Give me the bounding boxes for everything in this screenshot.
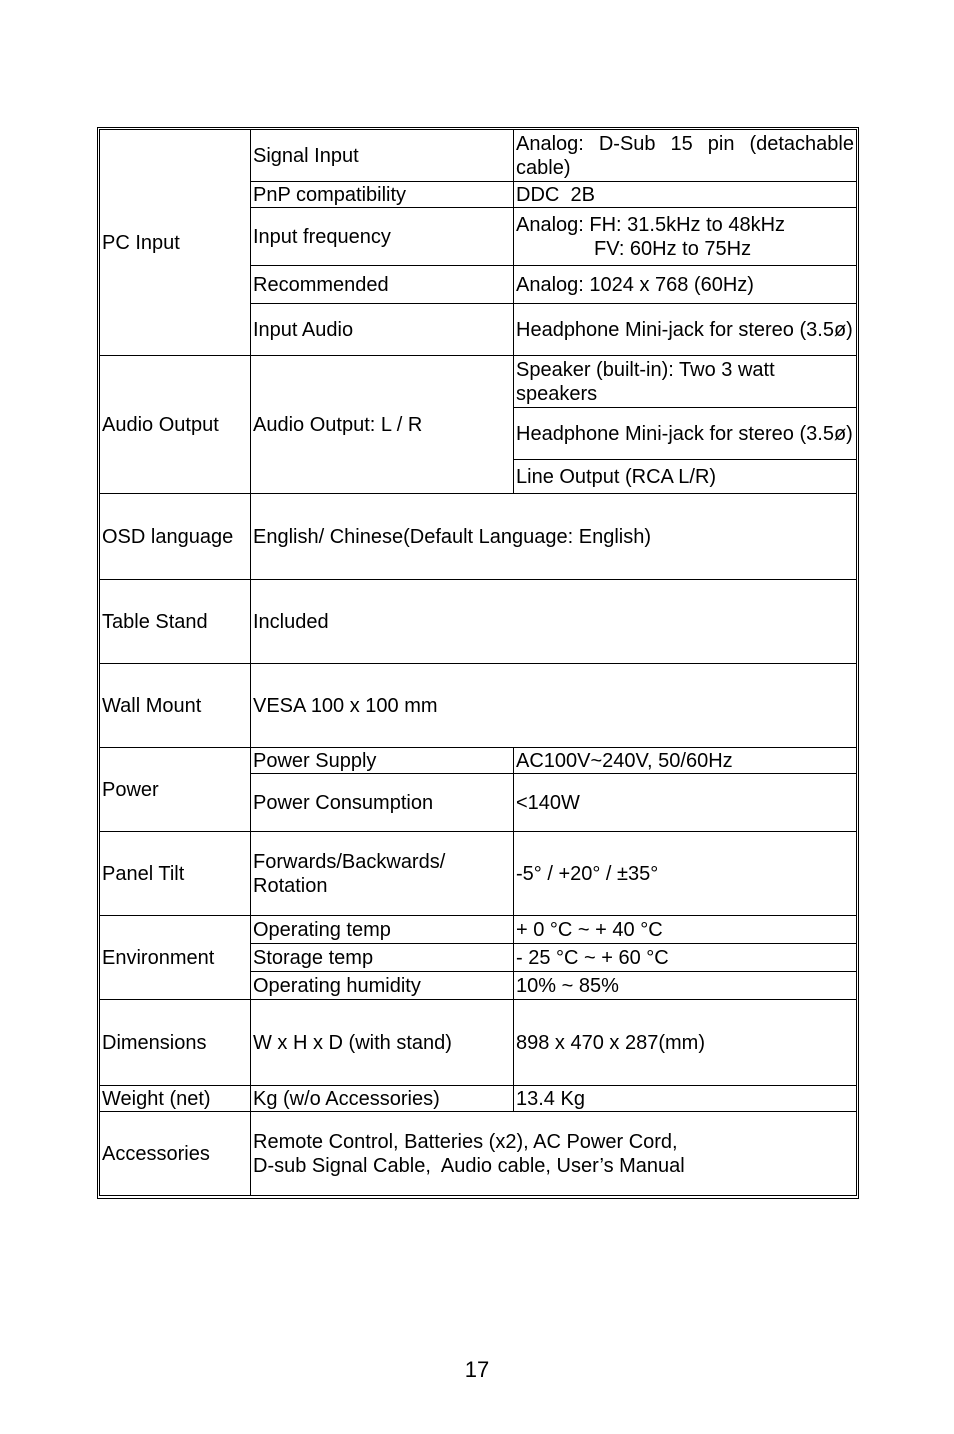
panel-tilt-sub-label: Forwards/Backwards/ Rotation bbox=[251, 832, 514, 916]
audio-output-value-line: Line Output (RCA L/R) bbox=[514, 460, 857, 494]
accessories-value bbox=[251, 1112, 857, 1196]
power-consumption-label: Power Consumption bbox=[251, 774, 514, 832]
table-row bbox=[100, 580, 857, 664]
specification-table bbox=[99, 129, 857, 1196]
table-row bbox=[100, 1112, 857, 1196]
page-number: 17 bbox=[464, 1357, 490, 1382]
storage-temp-label: Storage temp bbox=[251, 944, 514, 972]
input-audio-value: Headphone Mini-jack for stereo (3.5ø) bbox=[514, 304, 857, 356]
pnp-label: PnP compatibility bbox=[251, 182, 514, 208]
input-frequency-value-line2: FV: 60Hz to 75Hz bbox=[594, 237, 752, 260]
operating-humidity-label: Operating humidity bbox=[251, 972, 514, 1000]
weight-label: Weight (net) bbox=[100, 1086, 251, 1112]
table-row bbox=[100, 916, 857, 944]
power-label: Power bbox=[100, 748, 251, 832]
input-frequency-value bbox=[514, 208, 857, 266]
table-row bbox=[100, 664, 857, 748]
power-supply-label: Power Supply bbox=[251, 748, 514, 774]
weight-value: 13.4 Kg bbox=[514, 1086, 857, 1112]
dimensions-sub-label: W x H x D (with stand) bbox=[251, 1000, 514, 1086]
table-row bbox=[100, 494, 857, 580]
table-row bbox=[100, 1000, 857, 1086]
recommended-label: Recommended bbox=[251, 266, 514, 304]
recommended-value: Analog: 1024 x 768 (60Hz) bbox=[514, 266, 857, 304]
power-supply-value: AC100V~240V, 50/60Hz bbox=[514, 748, 857, 774]
table-row bbox=[100, 1086, 857, 1112]
table-row bbox=[100, 130, 857, 182]
osd-language-value: English/ Chinese(Default Language: English) bbox=[251, 494, 857, 580]
weight-sub-label: Kg (w/o Accessories) bbox=[251, 1086, 514, 1112]
table-row bbox=[100, 748, 857, 774]
osd-language-label: OSD language bbox=[100, 494, 251, 580]
signal-input-label: Signal Input bbox=[251, 130, 514, 182]
signal-input-value: Analog: D-Sub 15 pin (detachable cable) bbox=[514, 130, 857, 182]
panel-tilt-value: -5° / +20° / ±35° bbox=[514, 832, 857, 916]
pnp-value: DDC 2B bbox=[514, 182, 857, 208]
power-consumption-value: <140W bbox=[514, 774, 857, 832]
dimensions-label: Dimensions bbox=[100, 1000, 251, 1086]
audio-output-sub-label: Audio Output: L / R bbox=[251, 356, 514, 494]
table-row bbox=[100, 832, 857, 916]
dimensions-value: 898 x 470 x 287(mm) bbox=[514, 1000, 857, 1086]
panel-tilt-label: Panel Tilt bbox=[100, 832, 251, 916]
input-audio-label: Input Audio bbox=[251, 304, 514, 356]
accessories-value-line1: Remote Control, Batteries (x2), AC Power Cord, bbox=[253, 1130, 678, 1153]
input-frequency-label: Input frequency bbox=[251, 208, 514, 266]
table-stand-label: Table Stand bbox=[100, 580, 251, 664]
accessories-label: Accessories bbox=[100, 1112, 251, 1196]
wall-mount-label: Wall Mount bbox=[100, 664, 251, 748]
accessories-value-line2: D-sub Signal Cable, Audio cable, User’s Manual bbox=[253, 1154, 685, 1177]
table-stand-value: Included bbox=[251, 580, 857, 664]
input-frequency-value-line1: Analog: FH: 31.5kHz to 48kHz bbox=[516, 213, 786, 236]
operating-temp-label: Operating temp bbox=[251, 916, 514, 944]
pc-input-label: PC Input bbox=[100, 130, 251, 356]
table-row bbox=[100, 356, 857, 408]
storage-temp-value: - 25 °C ~ + 60 °C bbox=[514, 944, 857, 972]
environment-label: Environment bbox=[100, 916, 251, 1000]
audio-output-value-headphone: Headphone Mini-jack for stereo (3.5ø) bbox=[514, 408, 857, 460]
audio-output-value-speaker: Speaker (built-in): Two 3 watt speakers bbox=[514, 356, 857, 408]
wall-mount-value: VESA 100 x 100 mm bbox=[251, 664, 857, 748]
audio-output-label: Audio Output bbox=[100, 356, 251, 494]
operating-humidity-value: 10% ~ 85% bbox=[514, 972, 857, 1000]
operating-temp-value: + 0 °C ~ + 40 °C bbox=[514, 916, 857, 944]
